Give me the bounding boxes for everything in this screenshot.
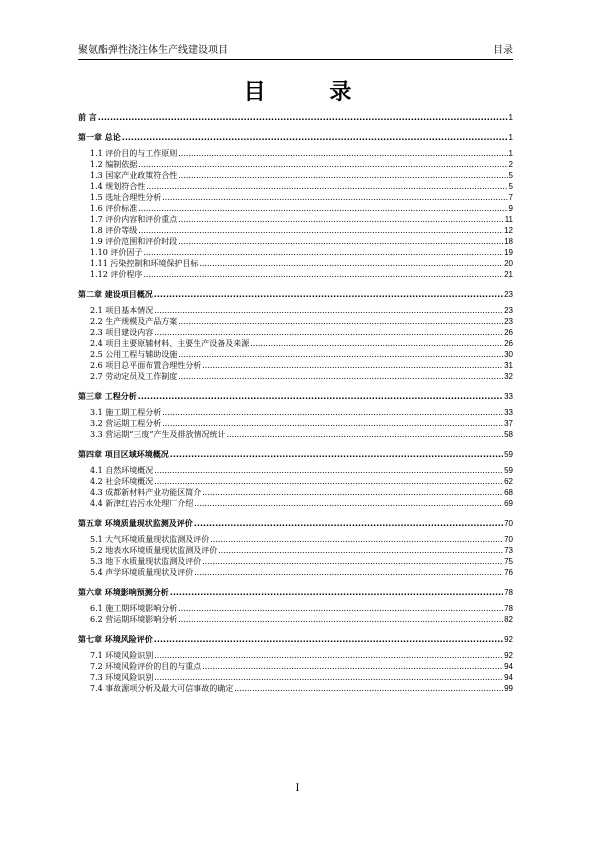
header-section-name: 目录: [493, 45, 513, 56]
toc-section-entry[interactable]: [78, 170, 513, 181]
toc-dot-leader: [194, 518, 503, 529]
toc-entry-label: 3.3 营运期“三废”产生及排放情况统计: [90, 430, 226, 439]
toc-section-entry[interactable]: [78, 338, 513, 349]
toc-entry-page: 78: [504, 604, 513, 613]
toc-entry-page: 73: [504, 546, 513, 555]
page-number: I: [295, 783, 300, 794]
toc-dot-leader: [154, 327, 503, 338]
toc-dot-leader: [202, 487, 503, 498]
toc-entry-label: 前 言: [78, 113, 97, 122]
toc-dot-leader: [170, 449, 503, 460]
toc-section-entry[interactable]: [78, 567, 513, 578]
toc-entry-page: 2: [508, 160, 513, 169]
toc-entry-page: 7: [508, 193, 513, 202]
toc-entry-label: 4.4 新津红岩污水处理厂介绍: [90, 499, 194, 508]
toc-entry-page: 59: [504, 466, 513, 475]
toc-entry-page: 1: [508, 133, 513, 142]
toc-dot-leader: [138, 159, 507, 170]
toc-entry-label: 2.3 项目建设内容: [90, 328, 154, 337]
toc-entry-page: 70: [504, 535, 513, 544]
toc-dot-leader: [218, 545, 503, 556]
toc-entry-page: 5: [508, 171, 513, 180]
toc-entry-label: 5.1 大气环境质量现状监测及评价: [90, 535, 210, 544]
toc-entry-page: 92: [504, 651, 513, 660]
toc-entry-label: 5.2 地表水环境质量现状监测及评价: [90, 546, 218, 555]
toc-entry-page: 92: [504, 635, 513, 644]
toc-section-entry[interactable]: [78, 236, 513, 247]
toc-dot-leader: [194, 498, 503, 509]
toc-entry-label: 1.2 编制依据: [90, 160, 138, 169]
toc-section-entry[interactable]: [78, 225, 513, 236]
toc-entry-label: 3.2 营运期工程分析: [90, 419, 162, 428]
toc-chapter-entry[interactable]: [78, 634, 513, 645]
toc-dot-leader: [138, 225, 503, 236]
toc-section-entry[interactable]: [78, 498, 513, 509]
toc-dot-leader: [162, 407, 503, 418]
toc-section-entry[interactable]: [78, 269, 513, 280]
toc-section-entry[interactable]: [78, 683, 513, 694]
toc-entry-label: 7.1 环境风险识别: [90, 651, 154, 660]
toc-entry-label: 4.3 成都新材料产业功能区简介: [90, 488, 202, 497]
toc-entry-page: 19: [504, 248, 513, 257]
toc-entry-label: 1.6 评价标准: [90, 204, 138, 213]
toc-entry-page: 12: [504, 226, 513, 235]
toc-dot-leader: [98, 112, 508, 123]
toc-entry-page: 1: [508, 149, 513, 158]
header-project-title: 聚氨酯弹性浇注体生产线建设项目: [78, 45, 228, 56]
toc-entry-label: 1.9 评价范围和评价时段: [90, 237, 178, 246]
toc-entry-page: 94: [504, 662, 513, 671]
toc-entry-page: 94: [504, 673, 513, 682]
toc-section-entry[interactable]: [78, 214, 513, 225]
toc-entry-page: 26: [504, 328, 513, 337]
toc-section-entry[interactable]: [78, 371, 513, 382]
toc-entry-label: 1.8 评价等级: [90, 226, 138, 235]
toc-dot-leader: [202, 661, 503, 672]
toc-entry-page: 78: [504, 588, 513, 597]
toc-dot-leader: [178, 236, 503, 247]
toc-section-entry[interactable]: [78, 661, 513, 672]
toc-section-entry[interactable]: [78, 603, 513, 614]
toc-entry-label: 7.4 事故源项分析及最大可信事故的确定: [90, 684, 234, 693]
toc-entry-page: 76: [504, 568, 513, 577]
toc-chapter-entry[interactable]: [78, 132, 513, 143]
toc-dot-leader: [202, 360, 503, 371]
toc-entry-page: 37: [504, 419, 513, 428]
toc-section-entry[interactable]: [78, 258, 513, 269]
toc-entry-page: 75: [504, 557, 513, 566]
toc-entry-page: 26: [504, 339, 513, 348]
toc-section-entry[interactable]: [78, 487, 513, 498]
toc-chapter-entry[interactable]: [78, 449, 513, 460]
toc-entry-label: 4.2 社会环境概况: [90, 477, 154, 486]
toc-entry-label: 第四章 项目区域环境概况: [78, 450, 169, 459]
toc-dot-leader: [194, 567, 503, 578]
toc-section-entry[interactable]: [78, 545, 513, 556]
toc-entry-label: 第五章 环境质量现状监测及评价: [78, 519, 193, 528]
toc-entry-label: 2.1 项目基本情况: [90, 306, 154, 315]
toc-dot-leader: [202, 556, 503, 567]
toc-section-entry[interactable]: [78, 305, 513, 316]
toc-chapter-entry[interactable]: [78, 391, 513, 402]
toc-entry-label: 4.1 自然环境概况: [90, 466, 154, 475]
toc-dot-leader: [210, 534, 503, 545]
toc-section-entry[interactable]: [78, 556, 513, 567]
toc-dot-leader: [154, 476, 503, 487]
toc-section-entry[interactable]: [78, 327, 513, 338]
toc-section-entry[interactable]: [78, 192, 513, 203]
toc-section-entry[interactable]: [78, 181, 513, 192]
toc-dot-leader: [178, 349, 503, 360]
toc-dot-leader: [178, 614, 503, 625]
toc-entry-label: 第三章 工程分析: [78, 392, 137, 401]
toc-section-entry[interactable]: [78, 476, 513, 487]
toc-dot-leader: [162, 418, 503, 429]
toc-entry-label: 7.3 环境风险识别: [90, 673, 154, 682]
toc-chapter-entry[interactable]: [78, 289, 513, 300]
toc-entry-label: 6.2 营运期环境影响分析: [90, 615, 178, 624]
toc-entry-label: 2.6 项目总平面布置合理性分析: [90, 361, 202, 370]
toc-section-entry[interactable]: [78, 247, 513, 258]
toc-entry-page: 21: [504, 270, 513, 279]
toc-entry-label: 1.1 评价目的与工作原则: [90, 149, 178, 158]
toc-entry-page: 30: [504, 350, 513, 359]
toc-entry-label: 1.10 评价因子: [90, 248, 143, 257]
toc-entry-page: 58: [504, 430, 513, 439]
toc-entry-page: 23: [504, 290, 513, 299]
toc-entry-label: 7.2 环境风险评价的目的与重点: [90, 662, 202, 671]
toc-dot-leader: [143, 269, 503, 280]
toc-entry-page: 32: [504, 372, 513, 381]
toc-section-entry[interactable]: [78, 203, 513, 214]
toc-entry-label: 3.1 施工期工程分析: [90, 408, 162, 417]
toc-entry-page: 18: [504, 237, 513, 246]
toc-entry-page: 59: [504, 450, 513, 459]
toc-entry-page: 82: [504, 615, 513, 624]
toc-section-entry[interactable]: [78, 614, 513, 625]
toc-dot-leader: [178, 170, 507, 181]
toc-entry-page: 9: [508, 204, 513, 213]
toc-dot-leader: [199, 258, 503, 269]
toc-section-entry[interactable]: [78, 316, 513, 327]
toc-dot-leader: [226, 429, 503, 440]
toc-section-entry[interactable]: [78, 429, 513, 440]
toc-entry-label: 1.12 评价程序: [90, 270, 143, 279]
toc-entry-page: 20: [504, 259, 513, 268]
toc-section-entry[interactable]: [78, 349, 513, 360]
toc-entry-label: 第二章 建设项目概况: [78, 290, 153, 299]
toc-section-entry[interactable]: [78, 407, 513, 418]
toc-dot-leader: [234, 683, 503, 694]
toc-section-entry[interactable]: [78, 672, 513, 683]
toc-section-entry[interactable]: [78, 148, 513, 159]
toc-dot-leader: [178, 214, 503, 225]
toc-entry-label: 2.4 项目主要原辅材料、主要生产设备及来源: [90, 339, 250, 348]
toc-entry-page: 33: [504, 392, 513, 401]
toc-dot-leader: [122, 132, 508, 143]
toc-entry-label: 6.1 施工期环境影响分析: [90, 604, 178, 613]
toc-section-entry[interactable]: [78, 534, 513, 545]
toc-entry-page: 11: [504, 215, 513, 224]
toc-entry-label: 1.4 规划符合性: [90, 182, 146, 191]
toc-entry-page: 31: [504, 361, 513, 370]
table-of-contents: [78, 112, 513, 694]
toc-entry-label: 2.7 劳动定员及工作制度: [90, 372, 178, 381]
toc-chapter-entry[interactable]: [78, 518, 513, 529]
toc-dot-leader: [143, 247, 503, 258]
toc-entry-page: 70: [504, 519, 513, 528]
toc-chapter-entry[interactable]: [78, 587, 513, 598]
toc-entry-page: 33: [504, 408, 513, 417]
toc-section-entry[interactable]: [78, 159, 513, 170]
toc-dot-leader: [154, 465, 503, 476]
toc-dot-leader: [250, 338, 503, 349]
toc-dot-leader: [154, 650, 503, 661]
toc-dot-leader: [178, 316, 503, 327]
toc-section-entry[interactable]: [78, 650, 513, 661]
toc-entry-page: 1: [508, 113, 513, 122]
header-rule: [78, 59, 513, 60]
toc-entry-label: 1.7 评价内容和评价重点: [90, 215, 178, 224]
toc-entry-page: 99: [504, 684, 513, 693]
toc-dot-leader: [154, 305, 503, 316]
toc-entry-label: 5.3 地下水质量现状监测及评价: [90, 557, 202, 566]
toc-entry-page: 23: [504, 306, 513, 315]
toc-entry-page: 68: [504, 488, 513, 497]
toc-dot-leader: [154, 634, 503, 645]
toc-dot-leader: [154, 672, 503, 683]
toc-dot-leader: [138, 391, 503, 402]
toc-section-entry[interactable]: [78, 360, 513, 371]
toc-dot-leader: [178, 148, 507, 159]
toc-dot-leader: [154, 289, 503, 300]
toc-dot-leader: [138, 203, 507, 214]
running-header: [78, 44, 513, 58]
toc-entry-page: 62: [504, 477, 513, 486]
toc-dot-leader: [170, 587, 503, 598]
toc-dot-leader: [162, 192, 507, 203]
toc-entry-page: 69: [504, 499, 513, 508]
toc-dot-leader: [178, 603, 503, 614]
toc-entry-page: 5: [508, 182, 513, 191]
toc-entry-label: 第一章 总论: [78, 133, 121, 142]
toc-entry-label: 1.5 选址合理性分析: [90, 193, 162, 202]
toc-section-entry[interactable]: [78, 465, 513, 476]
toc-entry-label: 2.5 公用工程与辅助设施: [90, 350, 178, 359]
toc-section-entry[interactable]: [78, 418, 513, 429]
toc-dot-leader: [178, 371, 503, 382]
toc-entry-label: 第六章 环境影响预测分析: [78, 588, 169, 597]
toc-entry-label: 第七章 环境风险评价: [78, 635, 153, 644]
page-title: 目 录: [243, 80, 380, 105]
toc-dot-leader: [146, 181, 507, 192]
toc-entry-label: 5.4 声学环境质量现状及评价: [90, 568, 194, 577]
toc-entry-page: 23: [504, 317, 513, 326]
toc-chapter-entry[interactable]: [78, 112, 513, 123]
toc-entry-label: 2.2 生产规模及产品方案: [90, 317, 178, 326]
toc-entry-label: 1.11 污染控制和环境保护目标: [90, 259, 199, 268]
toc-entry-label: 1.3 国家产业政策符合性: [90, 171, 178, 180]
